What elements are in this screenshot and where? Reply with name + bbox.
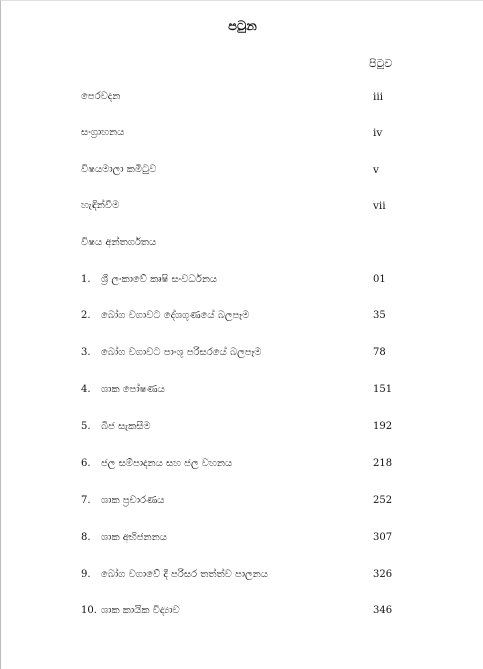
chapter-number: 6. bbox=[81, 458, 91, 469]
section-heading-label: විෂය අන්තර්ගතය bbox=[81, 237, 157, 248]
toc-entry-compilation bbox=[81, 125, 401, 141]
section-heading bbox=[81, 235, 401, 251]
chapter-page: 01 bbox=[373, 274, 386, 285]
toc-entry-preface bbox=[81, 89, 401, 105]
chapter-number: 8. bbox=[81, 532, 91, 543]
chapter-page: 218 bbox=[373, 458, 393, 469]
chapter-title: ශාක කායික විද්‍යාව bbox=[101, 605, 180, 616]
page-column-header: පිටුව bbox=[369, 57, 393, 70]
chapter-title: බීජ සැකසීම bbox=[101, 421, 151, 432]
toc-entry-label: හැඳින්වීම bbox=[81, 200, 120, 211]
chapter-page: 307 bbox=[373, 532, 393, 543]
chapter-number: 4. bbox=[81, 384, 91, 395]
chapter-number: 5. bbox=[81, 421, 91, 432]
chapter-number: 7. bbox=[81, 495, 91, 506]
toc-entry-introduction bbox=[81, 198, 401, 214]
chapter-title: බෝග වගාවට දේශගුණයේ බලපෑම bbox=[101, 310, 250, 321]
chapter-title: ශාක පෝෂණය bbox=[101, 384, 165, 395]
chapter-title: ශාක අභිජනනය bbox=[101, 532, 167, 543]
toc-entry-label: විෂයමාලා කමිටුව bbox=[81, 164, 157, 175]
toc-entry-page: v bbox=[373, 164, 379, 176]
chapter-number: 10. bbox=[81, 605, 97, 616]
toc-entry-page: iv bbox=[373, 127, 383, 139]
toc-entry-syllabus-committee bbox=[81, 162, 401, 178]
toc-chapter-5 bbox=[81, 419, 401, 435]
chapter-number: 1. bbox=[81, 274, 91, 285]
chapter-page: 78 bbox=[373, 347, 386, 358]
toc-chapter-2 bbox=[81, 308, 401, 324]
toc-chapter-10 bbox=[81, 603, 401, 619]
toc-chapter-1 bbox=[81, 272, 401, 288]
toc-chapter-3 bbox=[81, 345, 401, 361]
toc-entry-label: පෙරවදන bbox=[81, 91, 121, 102]
toc-entry-page: vii bbox=[373, 200, 386, 212]
chapter-title: ශ්‍රී ලංකාවේ කෘෂි සංවර්ධනය bbox=[101, 274, 218, 285]
page-title: පටුන bbox=[228, 19, 257, 34]
chapter-title: බෝග වගාවට පාංශු පරිසරයේ බලපෑම bbox=[101, 347, 262, 358]
toc-chapter-6 bbox=[81, 456, 401, 472]
chapter-number: 9. bbox=[81, 569, 91, 580]
toc-entry-label: සංග්‍රාහනය bbox=[81, 127, 125, 138]
toc-chapter-4 bbox=[81, 382, 401, 398]
toc-entry-page: iii bbox=[373, 91, 384, 103]
chapter-page: 192 bbox=[373, 421, 393, 432]
chapter-page: 252 bbox=[373, 495, 393, 506]
chapter-number: 2. bbox=[81, 310, 91, 321]
chapter-title: ශාක ප්‍රචාරණය bbox=[101, 495, 165, 506]
toc-chapter-7 bbox=[81, 493, 401, 509]
chapter-number: 3. bbox=[81, 347, 91, 358]
chapter-page: 35 bbox=[373, 310, 386, 321]
toc-chapter-9 bbox=[81, 567, 401, 583]
toc-chapter-8 bbox=[81, 530, 401, 546]
chapter-page: 326 bbox=[373, 569, 393, 580]
chapter-page: 346 bbox=[373, 605, 393, 616]
chapter-page: 151 bbox=[373, 384, 393, 395]
chapter-title: ජල සම්පාදනය සහ ජල වහනය bbox=[101, 458, 233, 469]
chapter-title: බෝග වගාවේ දී පරිසර තත්ත්ව පාලනය bbox=[101, 569, 268, 580]
